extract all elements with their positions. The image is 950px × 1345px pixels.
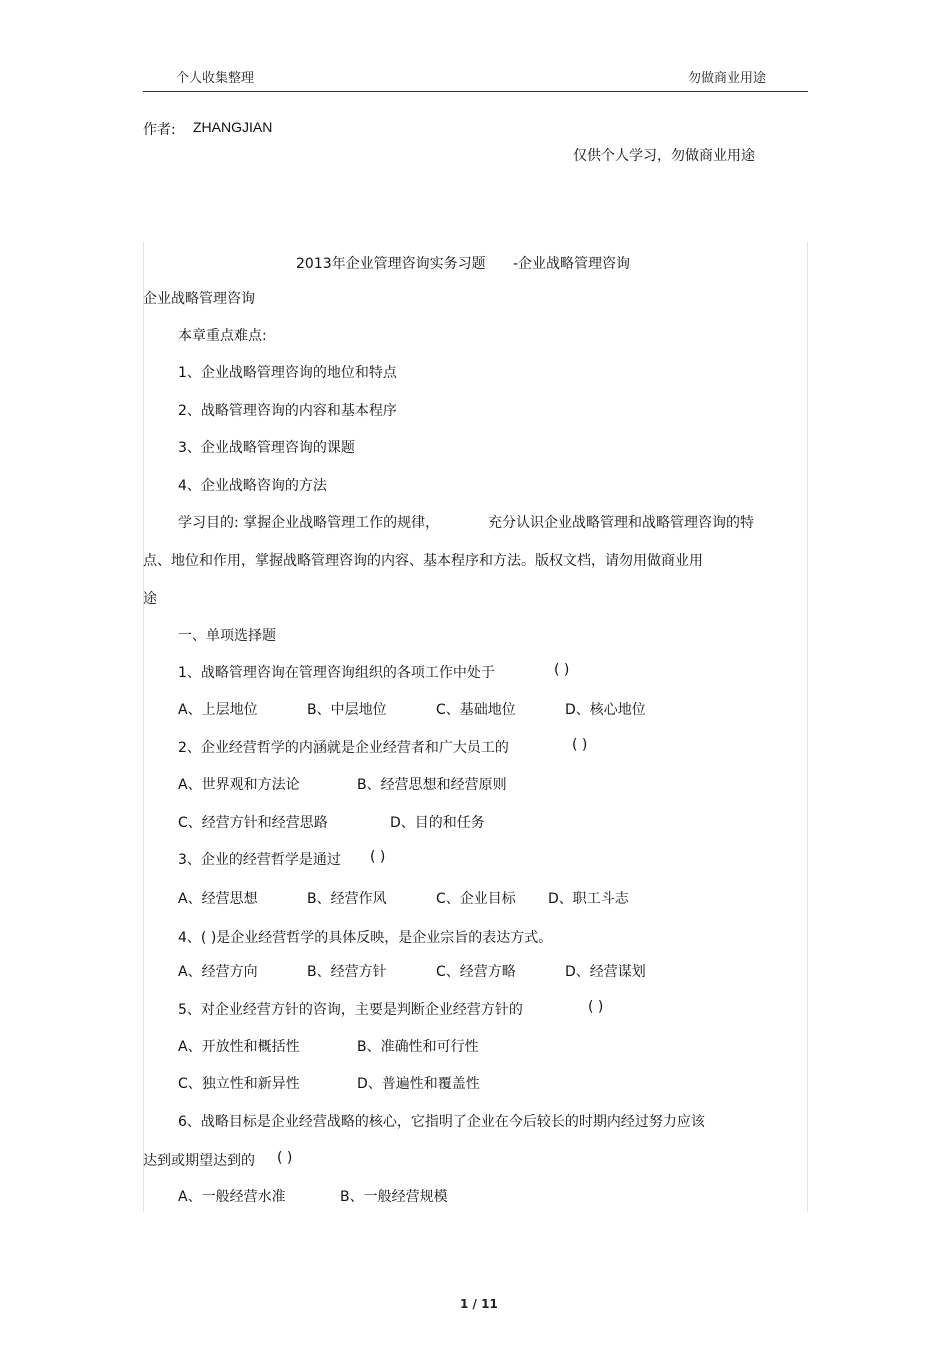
option-b: B、经营思想和经营原则 <box>357 777 507 793</box>
option-a: A、开放性和概括性 <box>178 1039 300 1055</box>
option-b: B、经营方针 <box>307 964 387 980</box>
answer-blank: ( ) <box>572 737 588 753</box>
option-d: D、核心地位 <box>565 702 646 718</box>
option-b: B、准确性和可行性 <box>357 1039 479 1055</box>
author-name: ZHANGJIAN <box>193 119 273 135</box>
page-indicator: 1 / 11 <box>460 1297 498 1311</box>
header-left-text: 个人收集整理 <box>176 71 255 86</box>
content-frame-right <box>807 242 808 1212</box>
option-b: B、一般经营规模 <box>340 1189 448 1205</box>
answer-blank: ( ) <box>370 849 386 865</box>
option-a: A、上层地位 <box>178 702 258 718</box>
option-b: B、中层地位 <box>307 702 387 718</box>
goal-text-line3: 途 <box>143 591 157 607</box>
goal-text-part1: 学习目的: 掌握企业战略管理工作的规律， <box>178 515 440 531</box>
option-a: A、经营方向 <box>178 964 258 980</box>
question-stem: 6、战略目标是企业经营战略的核心，它指明了企业在今后较长的时期内经过努力应该 <box>178 1114 705 1130</box>
header-right-text: 勿做商业用途 <box>688 71 767 86</box>
option-c: C、经营方针和经营思路 <box>178 815 328 831</box>
option-c: C、企业目标 <box>436 891 516 907</box>
key-point-item: 4、企业战略咨询的方法 <box>178 478 327 494</box>
answer-blank: ( ) <box>588 999 604 1015</box>
option-d: D、普遍性和覆盖性 <box>357 1076 480 1092</box>
option-a: A、一般经营水准 <box>178 1189 286 1205</box>
answer-blank: ( ) <box>554 662 570 678</box>
option-b: B、经营作风 <box>307 891 387 907</box>
key-point-item: 3、企业战略管理咨询的课题 <box>178 440 355 456</box>
option-c: C、经营方略 <box>436 964 516 980</box>
key-point-item: 2、战略管理咨询的内容和基本程序 <box>178 403 397 419</box>
option-a: A、世界观和方法论 <box>178 777 300 793</box>
doc-title: 2013年企业管理咨询实务习题 <box>296 256 486 272</box>
option-c: C、基础地位 <box>436 702 516 718</box>
option-d: D、经营谋划 <box>565 964 646 980</box>
option-d: D、职工斗志 <box>548 891 629 907</box>
question-stem-continued: 达到或期望达到的 <box>143 1153 255 1169</box>
question-stem: 4、( )是企业经营哲学的具体反映，是企业宗旨的表达方式。 <box>178 930 553 946</box>
header-divider <box>143 91 808 92</box>
goal-text-line2: 点、地位和作用，掌握战略管理咨询的内容、基本程序和方法。版权文档，请勿用做商业用 <box>143 553 703 569</box>
answer-blank: ( ) <box>277 1150 293 1166</box>
author-label: 作者: <box>143 122 176 138</box>
key-points-label: 本章重点难点: <box>178 328 267 344</box>
part-heading: 一、单项选择题 <box>178 628 276 644</box>
content-frame-left <box>143 242 144 1212</box>
goal-text-part2: 充分认识企业战略管理和战略管理咨询的特 <box>488 515 754 531</box>
question-stem: 1、战略管理咨询在管理咨询组织的各项工作中处于 <box>178 665 495 681</box>
option-c: C、独立性和新异性 <box>178 1076 300 1092</box>
doc-subtitle: -企业战略管理咨询 <box>513 256 631 272</box>
question-stem: 3、企业的经营哲学是通过 <box>178 852 341 868</box>
key-point-item: 1、企业战略管理咨询的地位和特点 <box>178 365 397 381</box>
question-stem: 5、对企业经营方针的咨询，主要是判断企业经营方针的 <box>178 1002 523 1018</box>
usage-notice: 仅供个人学习，勿做商业用途 <box>573 148 755 164</box>
option-a: A、经营思想 <box>178 891 258 907</box>
option-d: D、目的和任务 <box>390 815 485 831</box>
question-stem: 2、企业经营哲学的内涵就是企业经营者和广大员工的 <box>178 740 509 756</box>
section-title: 企业战略管理咨询 <box>143 291 255 307</box>
